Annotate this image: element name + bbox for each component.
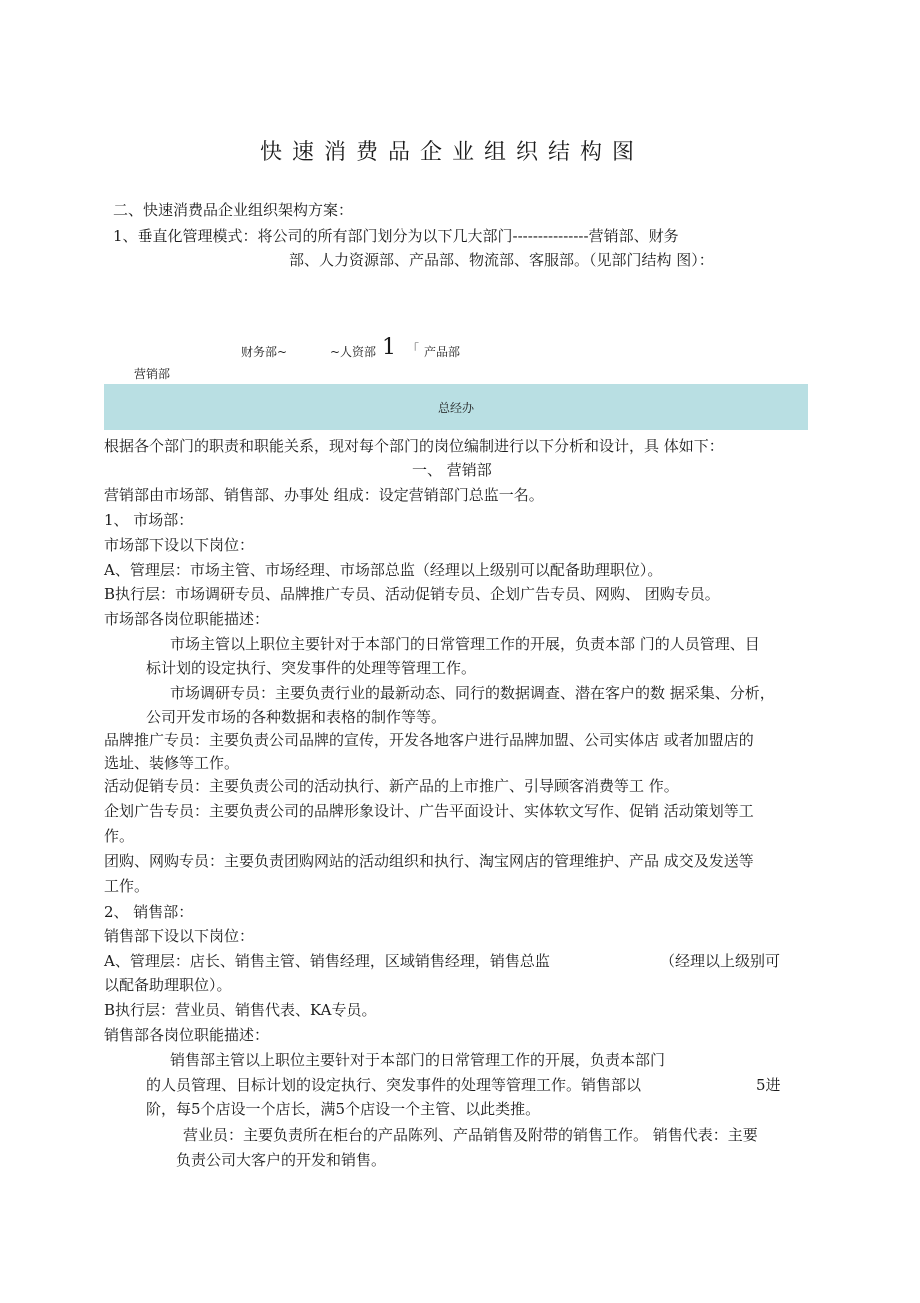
section-heading: 二、快速消费品企业组织架构方案： (113, 201, 354, 219)
chart-label-finance: 财务部~ (241, 345, 288, 359)
paragraph-line: 1、垂直化管理模式：将公司的所有部门划分为以下几大部门---------------营销部、财务 (113, 227, 679, 245)
chart-label-marketing: 营销部 (134, 367, 171, 381)
paragraph-line: 品牌推广专员：主要负责公司品牌的宣传，开发各地客户进行品牌加盟、公司实体店 或者加盟店的 (104, 731, 754, 749)
chart-label-product: 产品部 (424, 345, 461, 359)
paragraph-line: 工作。 (104, 877, 150, 895)
section-heading: 一、 营销部 (412, 461, 492, 479)
paragraph-line: 营业员：主要负责所在柜台的产品陈列、产品销售及附带的销售工作。 销售代表：主要 (183, 1126, 758, 1144)
paragraph-line: 市场主管以上职位主要针对于本部门的日常管理工作的开展，负责本部 门的人员管理、目 (170, 635, 760, 653)
paragraph-line: 的人员管理、目标计划的设定执行、突发事件的处理等管理工作。销售部以 (146, 1076, 642, 1094)
paragraph-line: 团购、网购专员：主要负责团购网站的活动组织和执行、淘宝网店的管理维护、产品 成交及发送等 (104, 852, 754, 870)
paragraph-line: 5进 (756, 1076, 781, 1094)
paragraph-line: 销售部主管以上职位主要针对于本部门的日常管理工作的开展，负责本部门 (170, 1051, 666, 1069)
paragraph-line: 市场部各岗位职能描述： (104, 610, 270, 628)
paragraph-line: 负责公司大客户的开发和销售。 (176, 1151, 387, 1169)
paragraph-line: 根据各个部门的职责和职能关系，现对每个部门的岗位编制进行以下分析和设计，具 体如下： (104, 437, 724, 455)
paragraph-line: 活动促销专员：主要负责公司的活动执行、新产品的上市推广、引导顾客消费等工 作。 (104, 777, 679, 795)
gm-office-box (104, 384, 808, 430)
chart-bracket: 「 (407, 342, 420, 356)
paragraph-line: 阶，每5个店设一个店长，满5个店设一个主管、以此类推。 (146, 1100, 541, 1118)
gm-office-label: 总经办 (437, 400, 474, 415)
paragraph-line: 标计划的设定执行、突发事件的处理等管理工作。 (146, 659, 477, 677)
paragraph-line: 作。 (104, 827, 135, 845)
chart-number: 1 (382, 335, 396, 360)
paragraph-line: （经理以上级别可 (660, 952, 781, 970)
subsection-heading: 1、 市场部： (104, 511, 194, 529)
subsection-heading: 2、 销售部： (104, 903, 194, 921)
paragraph-line: 市场调研专员：主要负责行业的最新动态、同行的数据调查、潜在客户的数 据采集、分析， (170, 684, 775, 702)
paragraph-line: 销售部下设以下岗位： (104, 927, 255, 945)
paragraph-line: 市场部下设以下岗位： (104, 536, 255, 554)
chart-label-hr: ~人资部 (330, 345, 377, 359)
paragraph-line: 销售部各岗位职能描述： (104, 1026, 270, 1044)
paragraph-line: 部、人力资源部、产品部、物流部、客服部。（见部门结构 图）： (289, 251, 714, 269)
paragraph-line: B执行层：营业员、销售代表、KA专员。 (104, 1001, 377, 1019)
paragraph-line: 企划广告专员：主要负责公司的品牌形象设计、广告平面设计、实体软文写作、促销 活动策划等工 (104, 802, 754, 820)
paragraph-line: A、管理层：市场主管、市场经理、市场部总监（经理以上级别可以配备助理职位）。 (104, 561, 663, 579)
paragraph-line: 营销部由市场部、销售部、办事处 组成：设定营销部门总监一名。 (104, 486, 544, 504)
paragraph-line: B执行层：市场调研专员、品牌推广专员、活动促销专员、企划广告专员、网购、 团购专员。 (104, 585, 720, 603)
paragraph-line: 选址、装修等工作。 (104, 754, 240, 772)
paragraph-line: A、管理层：店长、销售主管、销售经理，区域销售经理，销售总监 (104, 952, 550, 970)
paragraph-line: 公司开发市场的各种数据和表格的制作等等。 (146, 708, 447, 726)
paragraph-line: 以配备助理职位）。 (104, 976, 232, 994)
page-title: 快速消费品企业组织结构图 (260, 140, 645, 165)
